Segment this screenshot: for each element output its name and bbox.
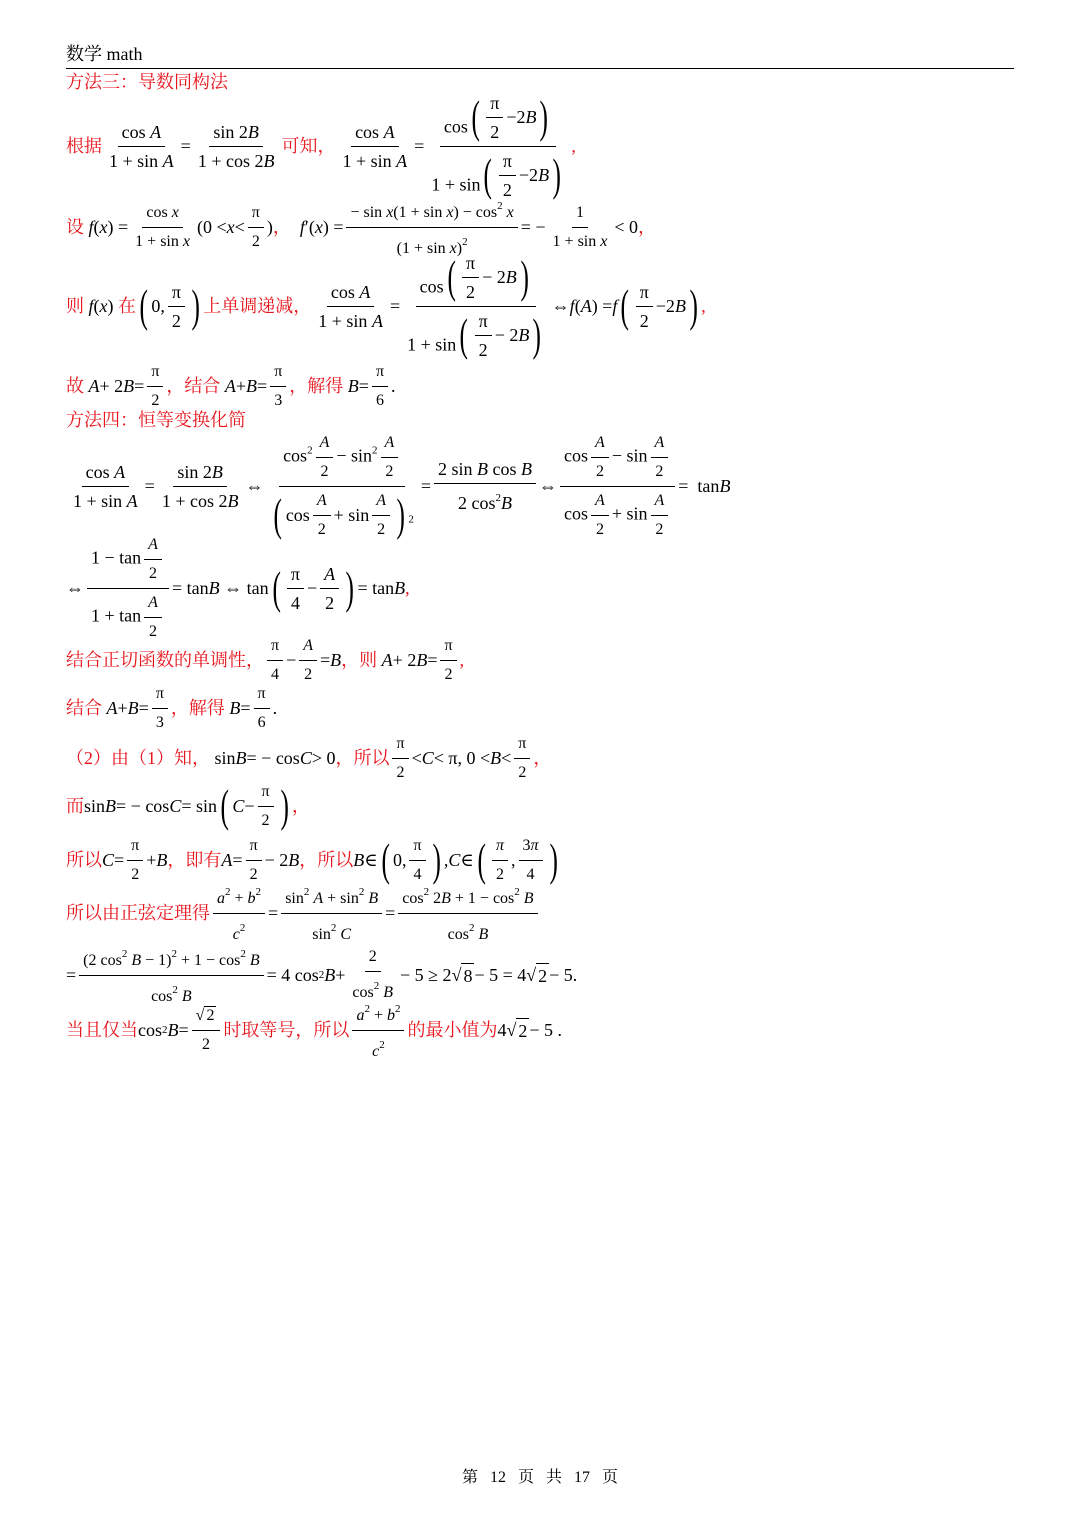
fraction: $\frac{\sin 2B}{1 + \cos 2B}$ bbox=[197, 121, 275, 171]
fraction: $\frac{\text{cos A}}{\text{1 + sin A}}$ bbox=[109, 121, 174, 171]
header-title: 数学 math bbox=[66, 44, 143, 64]
fraction: $\frac{\text{2 sin B cos B}}{2 \cos^2B}$ bbox=[434, 457, 536, 515]
method4-line2: ⇔ 1 − tan $\frac{A}{2}$ 1 + tan $\frac{A}{2}$ = tan B ⇔ tan ( $\frac{\pi}{4}$ − $\frac{A}{2}$ ) = tan B , bbox=[66, 542, 410, 634]
fraction: $\frac{\text{cos A}}{\text{1 + sin A}}$ bbox=[342, 121, 408, 171]
page-number: 12 bbox=[489, 1469, 506, 1486]
method4-line1: $\frac{\text{cos A}}{\text{1 + sin A}}$ = $\frac{\sin 2B}{1 + \cos 2B}$ ⇔ $\cos^2$ $\frac{A}{2}$ − $\sin^2$ $\frac{A}{2}$ ( cos $\frac{A}{2}$ + sin $\frac{A}{2}$ ) $^2$ = $\frac{\text{2 sin B cos B}}{2 \cos^2B}$ ⇔ cos $\frac{A}{2}$ − sin $\frac{A}{2}$ cos $\frac{A}{2}$ + sin $\frac{A}{2}$ = tan B bbox=[66, 436, 730, 536]
part2-line2: 而 sin B = − cos C = sin ( C − $\frac{\pi}{2}$ ) ， bbox=[66, 780, 310, 831]
page-header bbox=[66, 42, 1014, 69]
fraction: $\frac{- \sin x(1 + \sin x) - \cos^2 x}{(1 + \sin x)^2}$ bbox=[346, 194, 517, 261]
method3-line3: 则 f ( x ) 在 ( 0, $\frac{\pi}{2}$ ) 上单调递减， $\frac{\text{cos A}}{\text{1 + sin A}}$ = cos ( $\frac{\pi}{2}$ − 2 B ) 1 + sin ( $\frac{\pi}{2}$ − 2 B ) ⇔ f ( A ) = f ( $\frac{\pi}{2}$ −2 B ) , bbox=[66, 251, 706, 360]
fraction: $\frac{\text{cos x}}{\text{1 + sin x}}$ bbox=[131, 201, 194, 254]
part2-line1: （2）由（1）知， sin B = − cos C > 0 ，所以 $\frac{\pi}{2}$ < C < π, 0 < B < $\frac{\pi}{2}$ ， bbox=[66, 734, 551, 782]
fraction: $\cos^2$ $\frac{A}{2}$ − $\sin^2$ $\frac{A}{2}$ ( cos $\frac{A}{2}$ + sin $\frac{A}{2}$ ) $^2$ bbox=[266, 431, 417, 542]
fraction: cos $\frac{A}{2}$ − sin $\frac{A}{2}$ cos $\frac{A}{2}$ + sin $\frac{A}{2}$ bbox=[560, 431, 675, 542]
fraction: $\frac{\text{cos A}}{\text{1 + sin A}}$ bbox=[318, 281, 383, 331]
part2-line3: 所以 C = $\frac{\pi}{2}$ + B ，即有 A = $\frac{\pi}{2}$ − 2 B ，所以 B ∈ ( 0, $\frac{\pi}{4}$ ) , C ∈ ( $\frac{\pi}{2}$ , $\frac{3\pi}{4}$ ) bbox=[66, 834, 558, 885]
fraction: cos ( $\frac{\pi}{2}$ −2 B ) 1 + sin ( $\frac{\pi}{2}$ −2 B ) bbox=[431, 91, 561, 200]
method3-line1: 根据 $\frac{\text{cos A}}{\text{1 + sin A}}$ = $\frac{\sin 2B}{1 + \cos 2B}$ 可知， $\frac{\text{cos A}}{\text{1 + sin A}}$ = cos ( $\frac{\pi}{2}$ −2 B ) 1 + sin ( $\frac{\pi}{2}$ −2 B ) , bbox=[66, 91, 576, 200]
method3-line2: 设 f ( x ) = $\frac{\text{cos x}}{\text{1 + sin x}}$ (0 < x < $\frac{\pi}{2}$ ) ， f ′( x ) = $\frac{- \sin x(1 + \sin x) - \cos^2 x}{(1 + \sin x)^2}$ = − $\frac{1}{\text{1 + sin x}}$ < 0 ， bbox=[66, 202, 656, 252]
fraction: $\frac{1}{\text{1 + sin x}}$ bbox=[549, 201, 612, 254]
method4-line3: 结合正切函数的单调性， $\frac{\pi}{4}$ − $\frac{A}{2}$ = B ，则 A + 2 B = $\frac{\pi}{2}$ , bbox=[66, 636, 464, 684]
part2-line6: 当且仅当 cos 2 B = $\frac{√ 2}{2}$ 时取等号，所以 $\frac{a^2 + b^2}{c^2}$ 的最小值为 4 √ 2 − 5 . bbox=[66, 1004, 562, 1056]
fraction: $\frac{\sin 2B}{1 + \cos 2B}$ bbox=[161, 461, 239, 511]
fraction: 1 − tan $\frac{A}{2}$ 1 + tan $\frac{A}{2}$ bbox=[87, 533, 169, 644]
method4-line4: 结合 A + B = $\frac{\pi}{3}$ ，解得 B = $\frac{\pi}{6}$ . bbox=[66, 686, 277, 730]
method4-heading: 方法四：恒等变换化简 bbox=[66, 410, 246, 430]
method3-heading: 方法三：导数同构法 bbox=[66, 72, 228, 92]
method3-line4: 故 A + 2 B = $\frac{\pi}{2}$ ，结合 A + B = $\frac{\pi}{3}$ ，解得 B = $\frac{\pi}{6}$ . bbox=[66, 364, 396, 408]
part2-line5: = $\frac{(2 \cos^2 B - 1)^2 + 1 - \cos^2 B}{\cos^2 B}$ = 4 cos 2 B + $\frac{2}{\cos^2 B}$ − 5 ≥ 2 √ 8 − 5 = 4 √ 2 − 5. bbox=[66, 946, 577, 1004]
part2-line4: 所以由正弦定理得 $\frac{a^2 + b^2}{c^2}$ = $\frac{\sin^2 A + \sin^2 B}{\sin^2 C}$ = $\frac{\cos^2 2B + 1 - \cos^2 B}{\cos^2 B}$ bbox=[66, 888, 541, 938]
fraction: cos ( $\frac{\pi}{2}$ − 2 B ) 1 + sin ( $\frac{\pi}{2}$ − 2 B ) bbox=[407, 251, 542, 360]
fraction: $\frac{\text{cos A}}{\text{1 + sin A}}$ bbox=[73, 461, 138, 511]
total-pages: 17 bbox=[574, 1469, 591, 1486]
page-footer: 第 12 页 共 17 页 bbox=[461, 1469, 619, 1486]
